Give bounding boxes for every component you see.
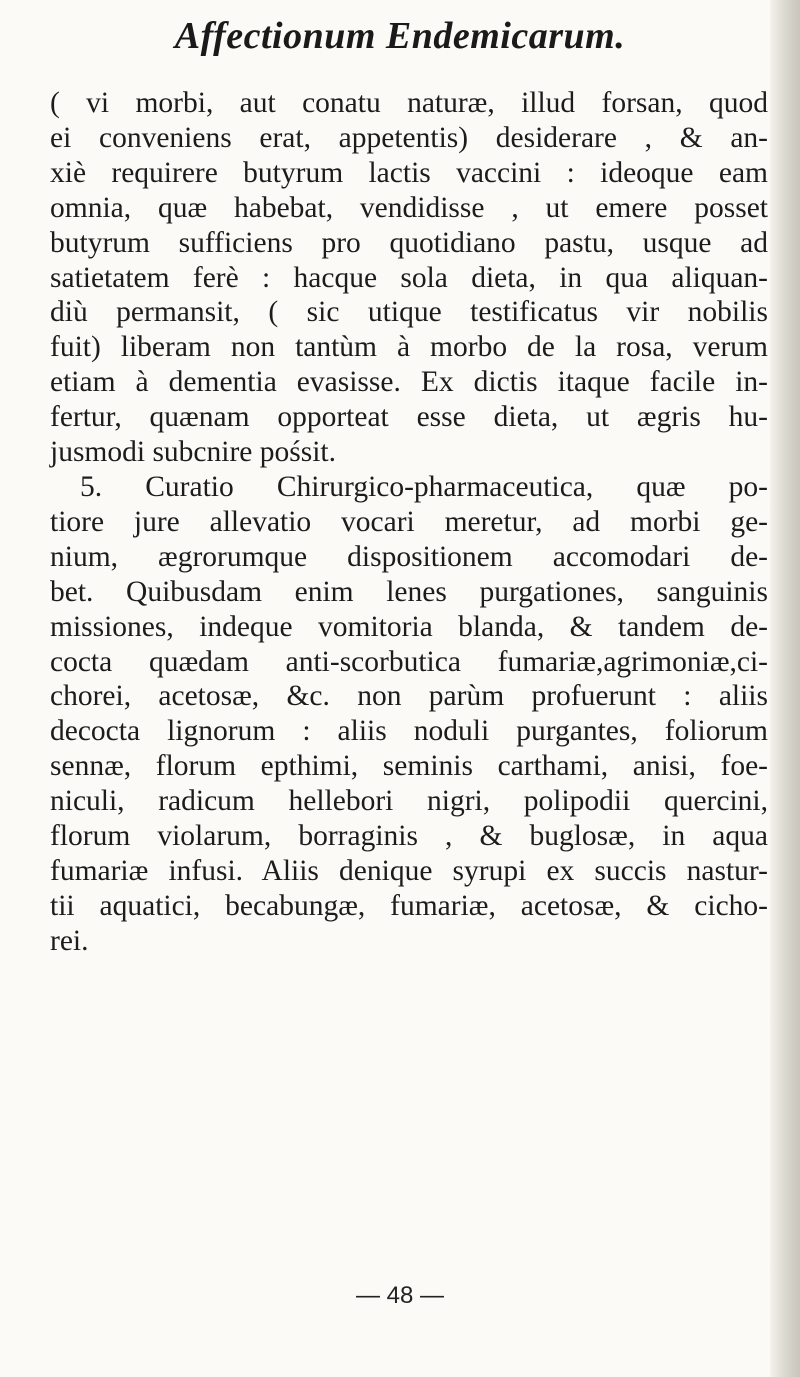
text-line: florum violarum, borraginis , & buglosæ, in aqua [50, 820, 768, 853]
text-line: satietatem ferè : hacque sola dieta, in qua aliquan- [50, 261, 768, 294]
text-line: butyrum sufficiens pro quotidiano pastu, usque ad [50, 226, 768, 259]
text-line: rei. [50, 924, 89, 957]
text-line: 5. Curatio Chirurgico-pharmaceutica, quæ po- [80, 470, 768, 503]
text-line: fumariæ infusi. Aliis denique syrupi ex succis nastur- [50, 854, 768, 887]
page-edge-shadow [770, 0, 800, 1377]
text-line: ( vi morbi, aut conatu naturæ, illud forsan, quod [50, 87, 768, 119]
text-line: etiam à dementia evasisse. Ex dictis itaque facile in- [50, 366, 768, 399]
page-number: — 48 — [355, 1282, 445, 1309]
text-line: omnia, quæ habebat, vendidisse , ut emere posset [50, 191, 768, 224]
text-line: niculi, radicum hellebori nigri, polipodii quercini, [50, 785, 768, 818]
text-line: jusmodi subcnire pośsit. [50, 436, 336, 469]
text-line: diù permansit, ( sic utique testificatus vir nobilis [50, 296, 768, 329]
text-line: fertur, quænam opporteat esse dieta, ut ægris hu- [50, 401, 768, 434]
text-line: fuit) liberam non tantùm à morbo de la rosa, verum [50, 331, 768, 364]
text-line: tii aquatici, becabungæ, fumariæ, acetosæ, & cicho- [50, 889, 768, 922]
text-line: chorei, acetosæ, &c. non parùm profuerunt : aliis [50, 680, 768, 713]
text-line: cocta quædam anti-scorbutica fumariæ,agrimoniæ,ci- [50, 645, 768, 678]
text-line: decocta lignorum : aliis noduli purgantes, foliorum [50, 715, 768, 748]
text-line: nium, ægrorumque dispositionem accomodari de- [50, 540, 768, 573]
text-line: ei conveniens erat, appetentis) desiderare , & an- [50, 121, 768, 154]
text-line: bet. Quibusdam enim lenes purgationes, sanguinis [50, 575, 768, 608]
text-line: missiones, indeque vomitoria blanda, & tandem de- [50, 610, 768, 643]
text-line: sennæ, florum epthimi, seminis carthami, anisi, foe- [50, 750, 768, 783]
body-text [50, 86, 768, 959]
running-head-title: Affectionum Endemicarum. [174, 15, 626, 57]
text-line: tiore jure allevatio vocari meretur, ad morbi ge- [50, 505, 768, 538]
text-line: xiè requirere butyrum lactis vaccini : ideoque eam [50, 156, 768, 189]
